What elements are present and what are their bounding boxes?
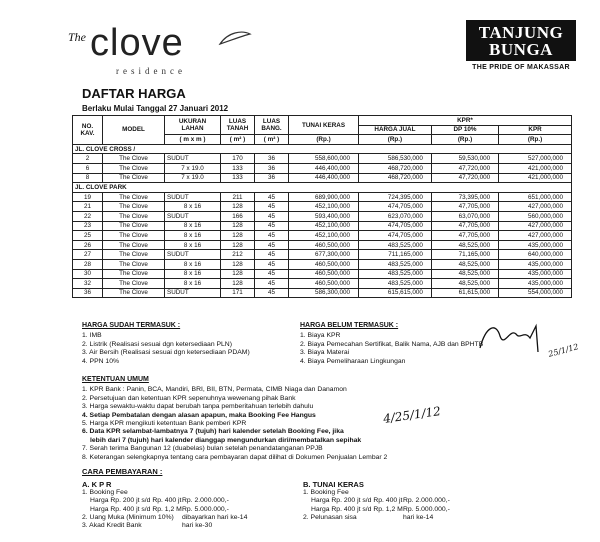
harga-belum-block	[300, 322, 483, 366]
table-row	[73, 163, 572, 173]
table-cell: 27	[73, 250, 103, 260]
table-cell: 128	[221, 269, 255, 279]
table-cell: 460,500,000	[289, 279, 359, 289]
table-cell: 48,525,000	[431, 259, 498, 269]
developer-tagline: THE PRIDE OF MAKASSAR	[472, 64, 570, 71]
table-cell: 45	[255, 250, 289, 260]
page-title: DAFTAR HARGA	[82, 86, 186, 101]
payment-text: Rp. 5.000.000,-	[403, 505, 450, 513]
table-cell: 689,900,000	[289, 192, 359, 202]
payment-text: Rp. 2.000.000,-	[403, 497, 450, 505]
table-cell: 30	[73, 269, 103, 279]
table-cell: 45	[255, 192, 289, 202]
table-row	[73, 192, 572, 202]
table-cell: 640,000,000	[499, 250, 572, 260]
table-cell: 47,720,000	[431, 163, 498, 173]
table-cell: The Clove	[103, 288, 165, 298]
table-row	[73, 154, 572, 164]
table-cell: 166	[221, 211, 255, 221]
table-cell: 45	[255, 240, 289, 250]
table-cell: 651,000,000	[499, 192, 572, 202]
list-item: 1. Biaya KPR	[300, 332, 341, 340]
list-item: 8. Keterangan selengkapnya tentang cara pembayaran dapat dilihat di Dokumen Penjualan Lembar 2	[82, 453, 388, 461]
table-cell: 6	[73, 163, 103, 173]
table-cell: 36	[73, 288, 103, 298]
table-cell: The Clove	[103, 250, 165, 260]
list-item	[303, 497, 493, 505]
table-cell: The Clove	[103, 163, 165, 173]
table-cell: 474,705,000	[359, 231, 432, 241]
table-cell: 45	[255, 288, 289, 298]
header-harga-jual: HARGA JUAL	[359, 125, 432, 135]
harga-sudah-block	[82, 322, 250, 366]
table-row	[73, 173, 572, 183]
table-cell: 460,500,000	[289, 259, 359, 269]
ketentuan-block	[82, 376, 387, 462]
header-no-kav: NO. KAV.	[73, 116, 103, 145]
list-item: 3. Air Bersih (Realisasi sesuai dgn ketersediaan PDAM)	[82, 349, 250, 357]
table-cell: 128	[221, 259, 255, 269]
list-item: 2. Listrik (Realisasi sesuai dgn ketersediaan PLN)	[82, 340, 232, 348]
table-cell: 26	[73, 240, 103, 250]
payment-text: 2. Pelunasan sisa	[303, 513, 357, 521]
table-cell: 435,000,000	[499, 259, 572, 269]
table-cell: 36	[255, 163, 289, 173]
table-cell: 452,100,000	[289, 202, 359, 212]
table-cell: 45	[255, 221, 289, 231]
price-table-body	[73, 144, 572, 298]
table-cell: 36	[255, 173, 289, 183]
table-cell: 171	[221, 288, 255, 298]
handwritten-date-1: 25/1/12	[547, 342, 580, 359]
tunai-payment-lines	[303, 489, 493, 522]
table-cell: 212	[221, 250, 255, 260]
kpr-payment-block	[82, 481, 272, 530]
table-cell: 45	[255, 211, 289, 221]
table-cell: 427,000,000	[499, 202, 572, 212]
table-cell: 128	[221, 279, 255, 289]
header-dp: DP 10%	[431, 125, 498, 135]
table-cell: 73,395,000	[431, 192, 498, 202]
list-item	[82, 522, 272, 530]
table-cell: 593,400,000	[289, 211, 359, 221]
table-cell: 7 x 19.0	[165, 173, 221, 183]
table-cell: 8 x 16	[165, 269, 221, 279]
table-row	[73, 279, 572, 289]
table-cell: 133	[221, 163, 255, 173]
table-cell: 8 x 16	[165, 202, 221, 212]
harga-sudah-title: HARGA SUDAH TERMASUK :	[82, 322, 181, 329]
table-cell: 45	[255, 202, 289, 212]
table-cell: 128	[221, 231, 255, 241]
table-cell: 460,500,000	[289, 240, 359, 250]
table-cell: 28	[73, 259, 103, 269]
table-row	[73, 269, 572, 279]
table-cell: 25	[73, 231, 103, 241]
list-item: 4. Setiap Pembatalan dengan alasan apapun, maka Booking Fee Hangus	[82, 411, 316, 419]
table-cell: 45	[255, 279, 289, 289]
table-cell: 48,525,000	[431, 269, 498, 279]
payment-text: Rp. 5.000.000,-	[182, 505, 229, 513]
list-item: 4. Biaya Pemeliharaan Lingkungan	[300, 357, 406, 365]
payment-text: dibayarkan hari ke-14	[182, 513, 248, 521]
table-row	[73, 211, 572, 221]
harga-belum-title: HARGA BELUM TERMASUK :	[300, 322, 399, 329]
tanjung-bunga-logo	[466, 20, 576, 71]
table-cell: 8 x 16	[165, 259, 221, 269]
table-cell: SUDUT	[165, 211, 221, 221]
list-item: 3. Harga sewaktu-waktu dapat berubah tanpa pemberitahuan terlebih dahulu	[82, 403, 314, 411]
table-cell: 47,705,000	[431, 221, 498, 231]
table-cell: 474,705,000	[359, 221, 432, 231]
table-row	[73, 240, 572, 250]
table-cell: 623,070,000	[359, 211, 432, 221]
table-row	[73, 202, 572, 212]
payment-text: Harga Rp. 400 jt s/d Rp. 1,2 M	[90, 505, 182, 513]
payment-text: 3. Akad Kredit Bank	[82, 522, 142, 530]
logo-the: The	[68, 30, 86, 44]
table-cell: 128	[221, 240, 255, 250]
table-header-row	[73, 116, 572, 126]
table-cell: 468,720,000	[359, 163, 432, 173]
unit-ukuran: ( m x m )	[165, 135, 221, 145]
handwritten-date-2: 4/25/1/12	[382, 404, 442, 426]
table-cell: SUDUT	[165, 192, 221, 202]
table-cell: 21	[73, 202, 103, 212]
table-cell: 128	[221, 202, 255, 212]
table-cell: 446,400,000	[289, 163, 359, 173]
tunai-payment-block	[303, 481, 493, 522]
table-cell: 2	[73, 154, 103, 164]
table-cell: 211	[221, 192, 255, 202]
table-cell: 45	[255, 231, 289, 241]
table-cell: 527,000,000	[499, 154, 572, 164]
table-cell: The Clove	[103, 221, 165, 231]
table-cell: 48,525,000	[431, 240, 498, 250]
table-cell: 59,530,000	[431, 154, 498, 164]
payment-text: Harga Rp. 400 jt s/d Rp. 1,2 M	[311, 505, 403, 513]
payment-text: 2. Uang Muka (Minimum 10%)	[82, 513, 174, 521]
table-cell: 22	[73, 211, 103, 221]
table-cell: 474,705,000	[359, 202, 432, 212]
list-item	[303, 489, 493, 497]
table-cell: 421,000,000	[499, 173, 572, 183]
table-cell: 45	[255, 269, 289, 279]
table-cell: 427,000,000	[499, 221, 572, 231]
table-cell: The Clove	[103, 269, 165, 279]
table-cell: 560,000,000	[499, 211, 572, 221]
table-cell: 47,705,000	[431, 202, 498, 212]
table-cell: The Clove	[103, 192, 165, 202]
header-kpr-col: KPR	[499, 125, 572, 135]
table-cell: 61,615,000	[431, 288, 498, 298]
table-cell: 7 x 19.0	[165, 163, 221, 173]
table-cell: 8 x 16	[165, 221, 221, 231]
bunga-text: BUNGA	[489, 40, 553, 59]
header-tunai: TUNAI KERAS	[289, 116, 359, 135]
tunai-payment-title: B. TUNAI KERAS	[303, 480, 364, 489]
list-item: 3. Biaya Materai	[300, 349, 350, 357]
payment-text: Harga Rp. 200 jt s/d Rp. 400 jt	[90, 497, 182, 505]
unit-dp: (Rp.)	[431, 135, 498, 145]
table-cell: 435,000,000	[499, 240, 572, 250]
logo-residence: residence	[116, 66, 186, 76]
table-cell: 19	[73, 192, 103, 202]
list-item: 4. PPN 10%	[82, 357, 120, 365]
kpr-payment-lines	[82, 489, 272, 530]
tanjung-bunga-box	[466, 20, 576, 61]
header-ukuran: UKURAN LAHAN	[165, 116, 221, 135]
list-item: 6. Data KPR selambat-lambatnya 7 (tujuh) hari kalender setelah Booking Fee, jika	[82, 428, 344, 436]
list-item: 2. Persetujuan dan ketentuan KPR sepenuhnya wewenang pihak Bank	[82, 394, 296, 402]
table-cell: 615,615,000	[359, 288, 432, 298]
table-cell: 128	[221, 221, 255, 231]
unit-harga-jual: (Rp.)	[359, 135, 432, 145]
table-cell: The Clove	[103, 154, 165, 164]
header-luas-bang: LUAS BANG.	[255, 116, 289, 135]
list-item	[303, 514, 493, 522]
table-cell: The Clove	[103, 173, 165, 183]
table-cell: 483,525,000	[359, 259, 432, 269]
table-cell: 8	[73, 173, 103, 183]
table-cell: SUDUT	[165, 288, 221, 298]
table-cell: 47,705,000	[431, 231, 498, 241]
price-table	[72, 115, 572, 298]
table-cell: 427,000,000	[499, 231, 572, 241]
header-model: MODEL	[103, 116, 165, 145]
list-item: lebih dari 7 (tujuh) hari kalender dianggap mengundurkan diri/membatalkan sepihak	[90, 436, 362, 444]
table-cell: 483,525,000	[359, 240, 432, 250]
list-item	[82, 489, 272, 497]
table-cell: 483,525,000	[359, 269, 432, 279]
table-cell: SUDUT	[165, 250, 221, 260]
effective-date: Berlaku Mulai Tanggal 27 Januari 2012	[82, 104, 229, 113]
clove-logo	[68, 22, 258, 76]
section-name: JL. CLOVE CROSS /	[73, 144, 572, 154]
table-cell: 71,165,000	[431, 250, 498, 260]
list-item: 7. Serah terima Bangunan 12 (duabelas) bulan setelah penandatanganan PPJB	[82, 445, 323, 453]
payment-text: hari ke-30	[182, 522, 213, 530]
list-item	[82, 514, 272, 522]
table-cell: 36	[255, 154, 289, 164]
table-cell: 435,000,000	[499, 279, 572, 289]
table-cell: 48,525,000	[431, 279, 498, 289]
tanjung-text: TANJUNG	[478, 23, 564, 42]
logo-clove: clove	[90, 22, 184, 64]
header-luas-tanah: LUAS TANAH	[221, 116, 255, 135]
table-cell: The Clove	[103, 279, 165, 289]
table-cell: 435,000,000	[499, 269, 572, 279]
list-item: 5. Harga KPR mengikuti ketentuan Bank pemberi KPR	[82, 420, 247, 428]
table-row	[73, 221, 572, 231]
table-cell: The Clove	[103, 231, 165, 241]
table-cell: The Clove	[103, 240, 165, 250]
kpr-payment-title: A. K P R	[82, 480, 112, 489]
table-cell: 483,525,000	[359, 279, 432, 289]
table-cell: 677,300,000	[289, 250, 359, 260]
table-cell: 23	[73, 221, 103, 231]
table-cell: The Clove	[103, 259, 165, 269]
section-name: JL. CLOVE PARK	[73, 183, 572, 193]
payment-text: Harga Rp. 200 jt s/d Rp. 400 jt	[311, 497, 403, 505]
ketentuan-title: KETENTUAN UMUM	[82, 376, 149, 383]
table-row	[73, 259, 572, 269]
cara-pembayaran-title-block	[82, 468, 162, 478]
table-cell: 421,000,000	[499, 163, 572, 173]
list-item	[82, 497, 272, 505]
table-cell: 558,600,000	[289, 154, 359, 164]
list-item: 2. Biaya Pemecahan Sertifikat, Balik Nama, AJB dan BPHTB	[300, 340, 484, 348]
payment-text: 1. Booking Fee	[303, 489, 349, 497]
section-row	[73, 144, 572, 154]
header-kpr: KPR*	[359, 116, 572, 126]
table-cell: 452,100,000	[289, 221, 359, 231]
table-cell: 8 x 16	[165, 231, 221, 241]
table-cell: 63,070,000	[431, 211, 498, 221]
table-cell: SUDUT	[165, 154, 221, 164]
list-item	[303, 506, 493, 514]
table-cell: 133	[221, 173, 255, 183]
table-row	[73, 288, 572, 298]
table-cell: 452,100,000	[289, 231, 359, 241]
payment-text: 1. Booking Fee	[82, 489, 128, 497]
table-cell: The Clove	[103, 211, 165, 221]
table-cell: 711,165,000	[359, 250, 432, 260]
section-row	[73, 183, 572, 193]
table-cell: The Clove	[103, 202, 165, 212]
list-item: 1. KPR Bank : Panin, BCA, Mandiri, BRI, BII, BTN, Permata, CIMB Niaga dan Danamon	[82, 386, 347, 394]
cara-pembayaran-title: CARA PEMBAYARAN :	[82, 467, 163, 476]
table-cell: 47,720,000	[431, 173, 498, 183]
unit-bang: ( m² )	[255, 135, 289, 145]
table-cell: 460,500,000	[289, 269, 359, 279]
payment-text: Rp. 2.000.000,-	[182, 497, 229, 505]
table-row	[73, 250, 572, 260]
unit-tunai: (Rp.)	[289, 135, 359, 145]
unit-tanah: ( m² )	[221, 135, 255, 145]
table-cell: 45	[255, 259, 289, 269]
table-cell: 32	[73, 279, 103, 289]
leaf-icon	[218, 30, 252, 46]
table-cell: 586,300,000	[289, 288, 359, 298]
table-cell: 724,395,000	[359, 192, 432, 202]
table-cell: 468,720,000	[359, 173, 432, 183]
table-cell: 446,400,000	[289, 173, 359, 183]
payment-text: hari ke-14	[403, 513, 434, 521]
list-item	[82, 506, 272, 514]
table-cell: 586,530,000	[359, 154, 432, 164]
list-item: 1. IMB	[82, 332, 102, 340]
table-row	[73, 231, 572, 241]
unit-kpr: (Rp.)	[499, 135, 572, 145]
table-cell: 554,000,000	[499, 288, 572, 298]
table-cell: 170	[221, 154, 255, 164]
table-cell: 8 x 16	[165, 240, 221, 250]
table-cell: 8 x 16	[165, 279, 221, 289]
